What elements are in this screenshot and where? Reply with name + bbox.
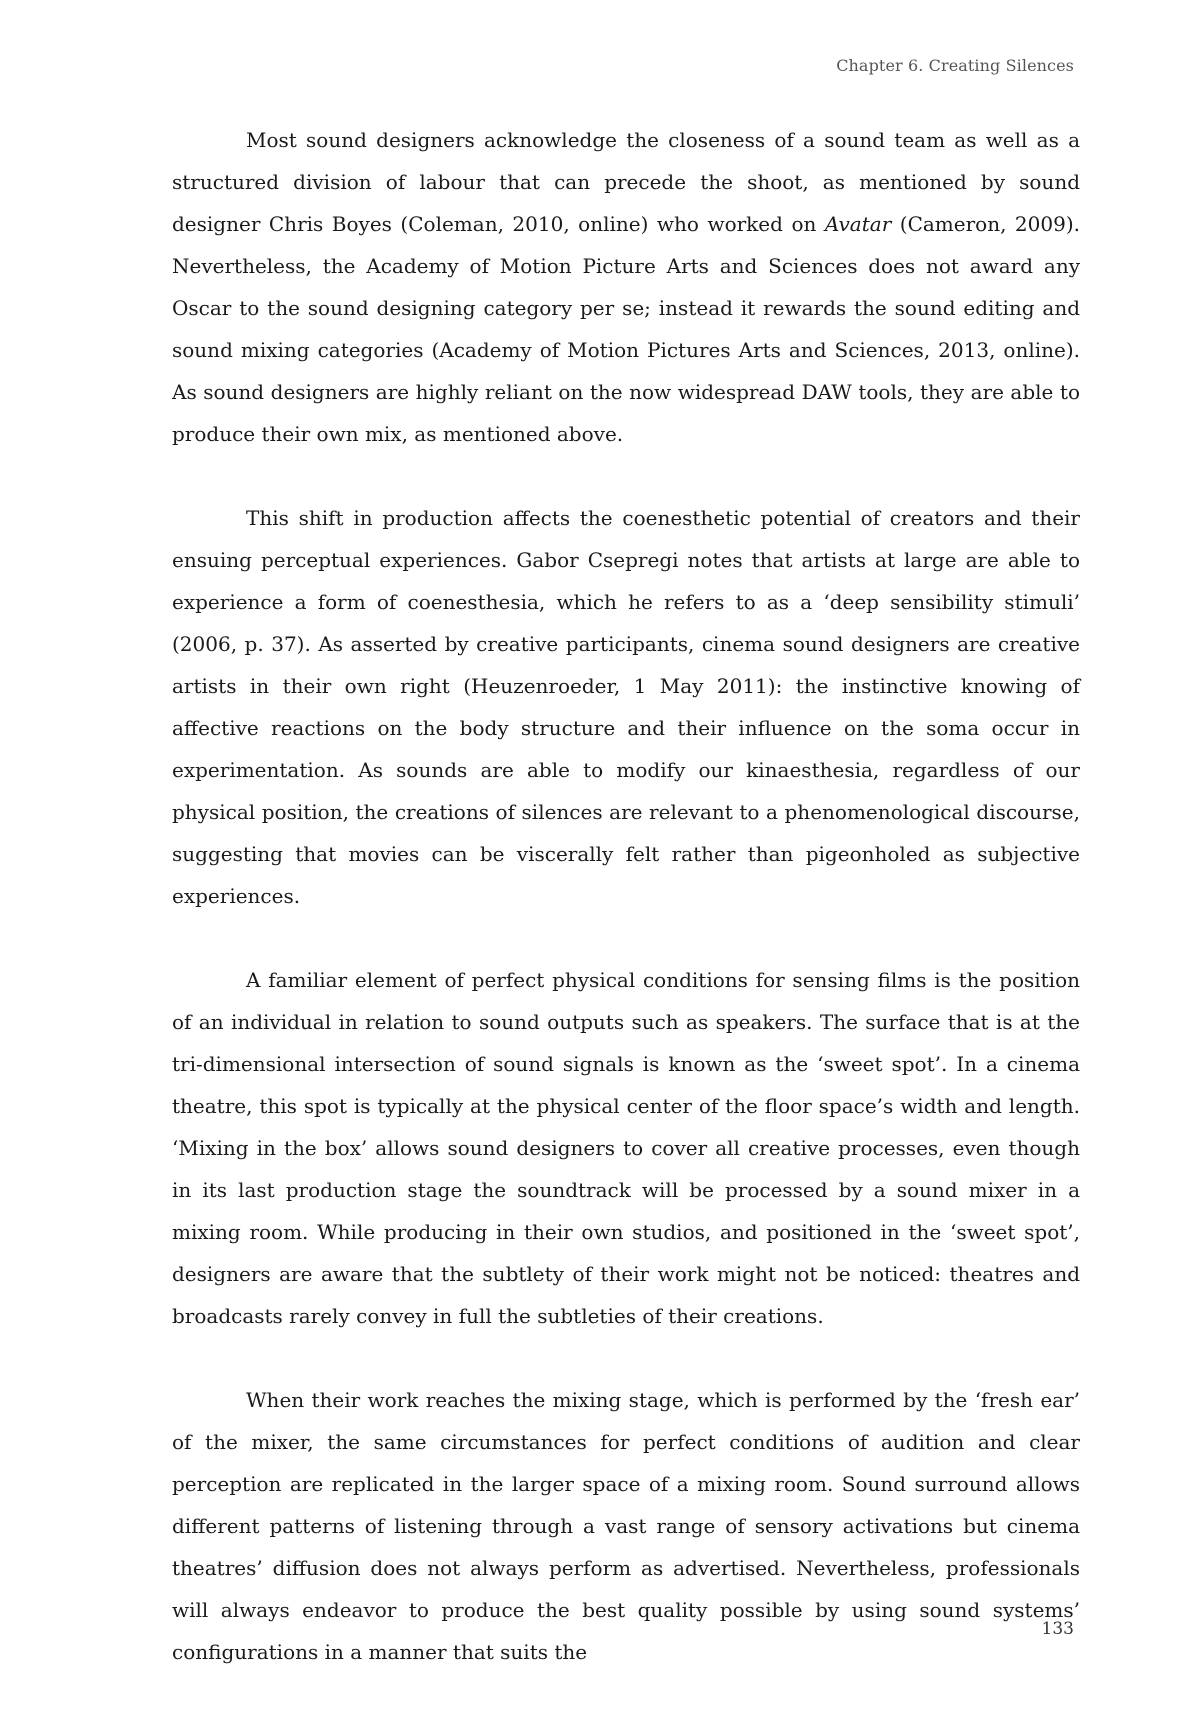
page-number: 133 bbox=[1041, 1619, 1074, 1639]
paragraph-4: When their work reaches the mixing stage, which is performed by the ‘fresh ear’ of the mixer, the same circumstances for perfect conditions of audition and clear perception are replicated in the larger space of a mixing room. Sound surround allows different patterns of listening through a vast range of sensory activations but cinema theatres’ diffusion does not always perform as advertised. Nevertheless, professionals will always endeavor to produce the best quality possible by using sound systems’ configurations in a manner that suits the bbox=[172, 1388, 1080, 1664]
paragraph-1-text-after-title: (Cameron, 2009). Nevertheless, the Academy of Motion Picture Arts and Sciences does not award any Oscar to the sound designing category per se; instead it rewards the sound editing and sound mixing categories (Academy of Motion Pictures Arts and Sciences, 2013, online). As sound designers are highly reliant on the now widespread DAW tools, they are able to produce their own mix, as mentioned above. bbox=[172, 212, 1080, 446]
paragraph-2: This shift in production affects the coenesthetic potential of creators and their ensuing perceptual experiences. Gabor Csepregi notes that artists at large are able to experience a form of coenesthesia, which he refers to as a ‘deep sensibility stimuli’ (2006, p. 37). As asserted by creative participants, cinema sound designers are creative artists in their own right (Heuzenroeder, 1 May 2011): the instinctive knowing of affective reactions on the body structure and their influence on the soma occur in experimentation. As sounds are able to modify our kinaesthesia, regardless of our physical position, the creations of silences are relevant to a phenomenological discourse, suggesting that movies can be viscerally felt rather than pigeonholed as subjective experiences. bbox=[172, 506, 1080, 908]
paragraph-3: A familiar element of perfect physical conditions for sensing films is the position of an individual in relation to sound outputs such as speakers. The surface that is at the tri-dimensional intersection of sound signals is known as the ‘sweet spot’. In a cinema theatre, this spot is typically at the physical center of the floor space’s width and length. ‘Mixing in the box’ allows sound designers to cover all creative processes, even though in its last production stage the soundtrack will be processed by a sound mixer in a mixing room. While producing in their own studios, and positioned in the ‘sweet spot’, designers are aware that the subtlety of their work might not be noticed: theatres and broadcasts rarely convey in full the subtleties of their creations. bbox=[172, 968, 1080, 1328]
paragraph-1 bbox=[172, 119, 1080, 455]
running-header: Chapter 6. Creating Silences bbox=[836, 56, 1074, 75]
body-text bbox=[172, 119, 1080, 1715]
paragraph-1-text-before-title: Most sound designers acknowledge the closeness of a sound team as well as a structured division of labour that can precede the shoot, as mentioned by sound designer Chris Boyes (Coleman, 2010, online) who worked on bbox=[172, 128, 1080, 236]
film-title-avatar: Avatar bbox=[824, 212, 892, 236]
